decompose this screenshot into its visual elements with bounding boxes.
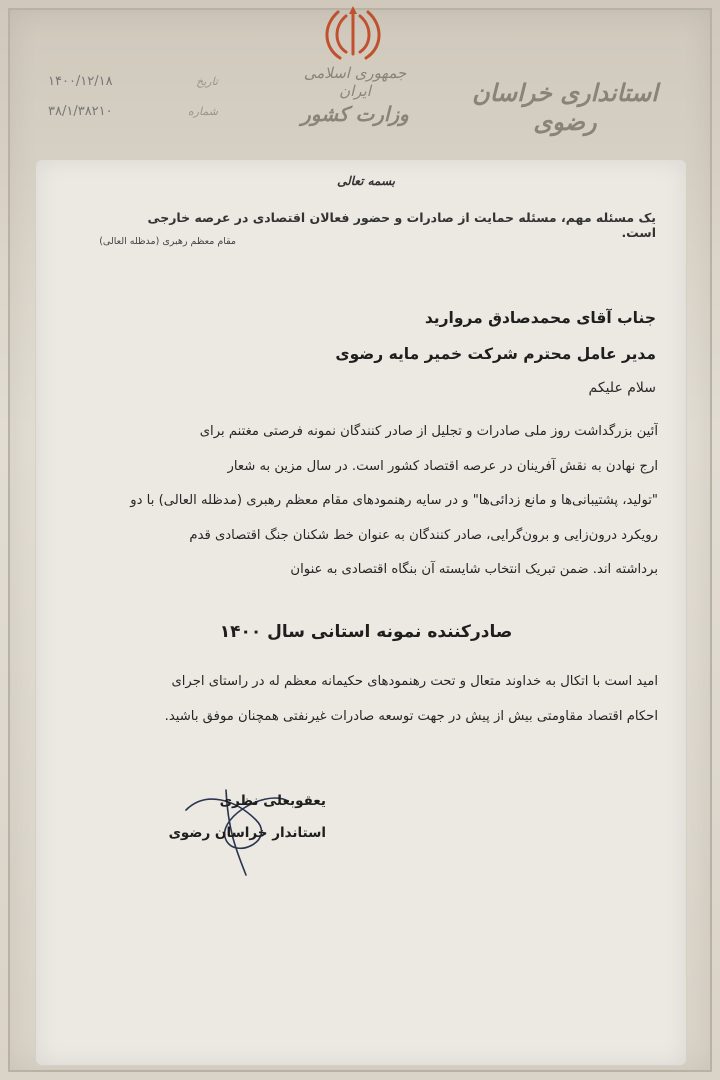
signature-block (156, 785, 326, 849)
closing-line: امید است با اتکال به خداوند متعال و تحت رهنمودهای حکیمانه معظم له در راستای اجرای (171, 674, 658, 689)
recipient-position: مدیر عامل محترم شرکت خمیر مایه رضوی (335, 345, 656, 363)
body-line: برداشته اند. ضمن تبریک انتخاب شایسته آن بنگاه اقتصادی به عنوان (290, 562, 658, 577)
recipient-name: جناب آقای محمدصادق مروارید (424, 309, 656, 327)
closing-line: احکام اقتصاد مقاومتی بیش از پیش در جهت توسعه صادرات غیرنفتی همچنان موفق باشید. (164, 708, 658, 724)
signer-name: یعقوبعلی نظری (219, 793, 326, 809)
body-line: آئین بزرگداشت روز ملی صادرات و تجلیل از صادر کنندگان نمونه فرصتی مغتنم برای (199, 424, 658, 439)
leader-quote: یک مسئله مهم، مسئله حمایت از صادرات و حضور فعالان اقتصادی در عرصه خارجی است. (147, 210, 656, 240)
invocation: بسمه تعالی (336, 174, 396, 188)
body-line: "تولید، پشتیبانی‌ها و مانع زدائی‌ها" و در سایه رهنمودهای مقام معظم رهبری (مدظله العالی) با دو (130, 493, 658, 508)
governorate-title: استانداری خراسان رضوی (472, 78, 658, 136)
ministry-block (290, 64, 420, 126)
date-value: ۱۴۰۰/۱۲/۱۸ (48, 74, 113, 89)
greeting: سلام علیکم (588, 380, 656, 396)
letter-body (66, 415, 658, 588)
letter-meta (48, 74, 228, 134)
ministry-line1: جمهوری اسلامی ایران (303, 64, 407, 100)
letterhead (0, 0, 720, 160)
iran-emblem-icon (318, 4, 388, 64)
ministry-line2: وزارت کشور (301, 102, 409, 126)
award-title: صادرکننده نمونه استانی سال ۱۴۰۰ (219, 622, 513, 642)
number-value: ۳۸/۱/۳۸۲۱۰ (48, 104, 113, 119)
letter-closing (66, 665, 658, 734)
number-label: شماره (187, 105, 218, 118)
body-line: ارج نهادن به نقش آفرینان در عرصه اقتصاد کشور است. در سال مزین به شعار (227, 458, 658, 474)
date-label: تاریخ (196, 75, 218, 88)
recipient-block (96, 300, 656, 372)
signer-title: استاندار خراسان رضوی (168, 825, 326, 841)
quote-source: مقام معظم رهبری (مدظله العالی) (99, 236, 236, 247)
body-line: رویکرد درون‌زایی و برون‌گرایی، صادر کنندگان به عنوان خط شکنان جنگ اقتصادی قدم (189, 527, 658, 543)
letter-sheet (36, 160, 686, 1065)
